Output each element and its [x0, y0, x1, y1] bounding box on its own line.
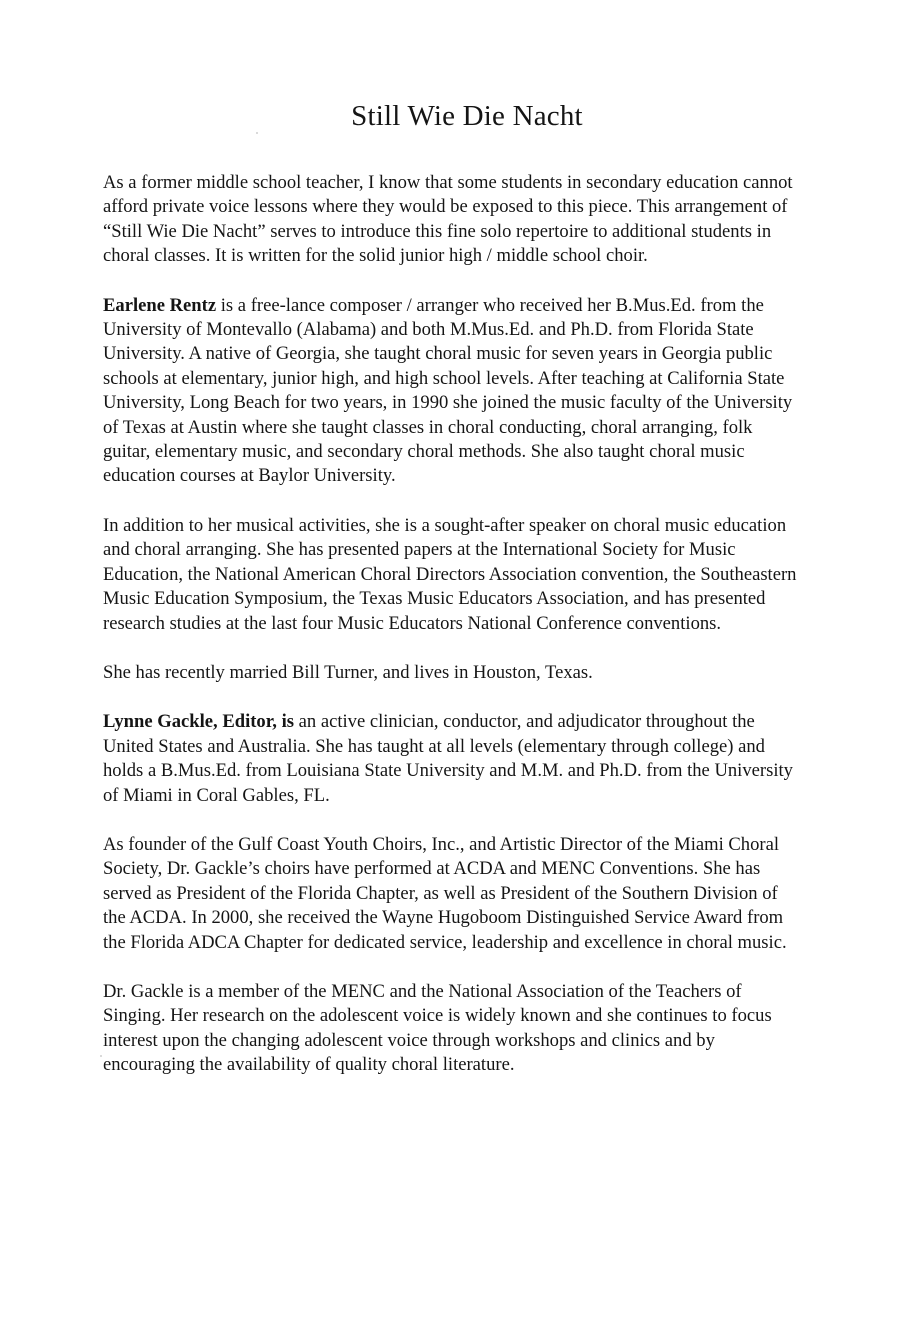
name-heading-rentz: Earlene Rentz — [103, 294, 217, 316]
rentz-bio-paragraph — [103, 294, 803, 489]
intro-paragraph — [103, 171, 803, 269]
gackle-research-paragraph — [103, 980, 803, 1078]
paragraph-text: As a former middle school teacher, I know that some students in secondary education cannot afford private voice lessons where they would be exposed to this piece. This arrangement of “Still Wie Die Nacht” serves to introduce this fine solo repertoire to additional students in choral classes. It is written for the solid junior high / middle school choir. — [103, 172, 793, 267]
paragraph-text: In addition to her musical activities, she is a sought-after speaker on choral music education and choral arranging. She has presented papers at the International Society for Music Education, the National American Choral Directors Association convention, the Southeastern Music Education Symposium, the Texas Music Educators Association, and has presented research studies at the last four Music Educators National Conference conventions. — [103, 514, 797, 634]
paragraph-text: Dr. Gackle is a member of the MENC and the National Association of the Teachers of Singing. Her research on the adolescent voice is widely known and she continues to focus interest upon the changing adolescent voice through workshops and clinics and by encouraging the availability of quality choral literature. — [103, 980, 772, 1076]
gackle-bio-paragraph — [103, 710, 803, 808]
paragraph-text: As founder of the Gulf Coast Youth Choirs, Inc., and Artistic Director of the Miami Choral Society, Dr. Gackle’s choirs have performed at ACDA and MENC Conventions. She has served as President of the Florida Chapter, as well as President of the Southern Division of the ACDA. In 2000, she received the Wayne Hugoboom Distinguished Service Award from the Florida ADCA Chapter for dedicated service, leadership and excellence in choral music. — [103, 833, 787, 953]
paragraph-text: She has recently married Bill Turner, and lives in Houston, Texas. — [103, 661, 593, 683]
scan-speck — [100, 1055, 102, 1057]
document-page — [103, 100, 803, 1103]
paragraph-text: an active clinician, conductor, and adjudicator throughout the United States and Australia. She has taught at all levels (elementary through college) and holds a B.Mus.Ed. from Louisiana State University and M.M. and Ph.D. from the University of Miami in Coral Gables, FL. — [103, 711, 793, 806]
rentz-activities-paragraph — [103, 514, 803, 636]
rentz-personal-paragraph — [103, 661, 803, 685]
name-heading-gackle: Lynne Gackle, Editor, is — [103, 711, 294, 733]
document-title: Still Wie Die Nacht — [351, 100, 583, 132]
paragraph-text: is a free-lance composer / arranger who received her B.Mus.Ed. from the University of Montevallo (Alabama) and both M.Mus.Ed. and Ph.D. from Florida State University. A native of Georgia, she taught choral music for seven years in Georgia public schools at elementary, junior high, and high school levels. After teaching at California State University, Long Beach for two years, in 1990 she joined the music faculty of the University of Texas at Austin where she taught classes in choral conducting, choral arranging, folk guitar, elementary music, and secondary choral methods. She also taught choral music education courses at Baylor University. — [103, 294, 793, 487]
gackle-founder-paragraph — [103, 833, 803, 955]
